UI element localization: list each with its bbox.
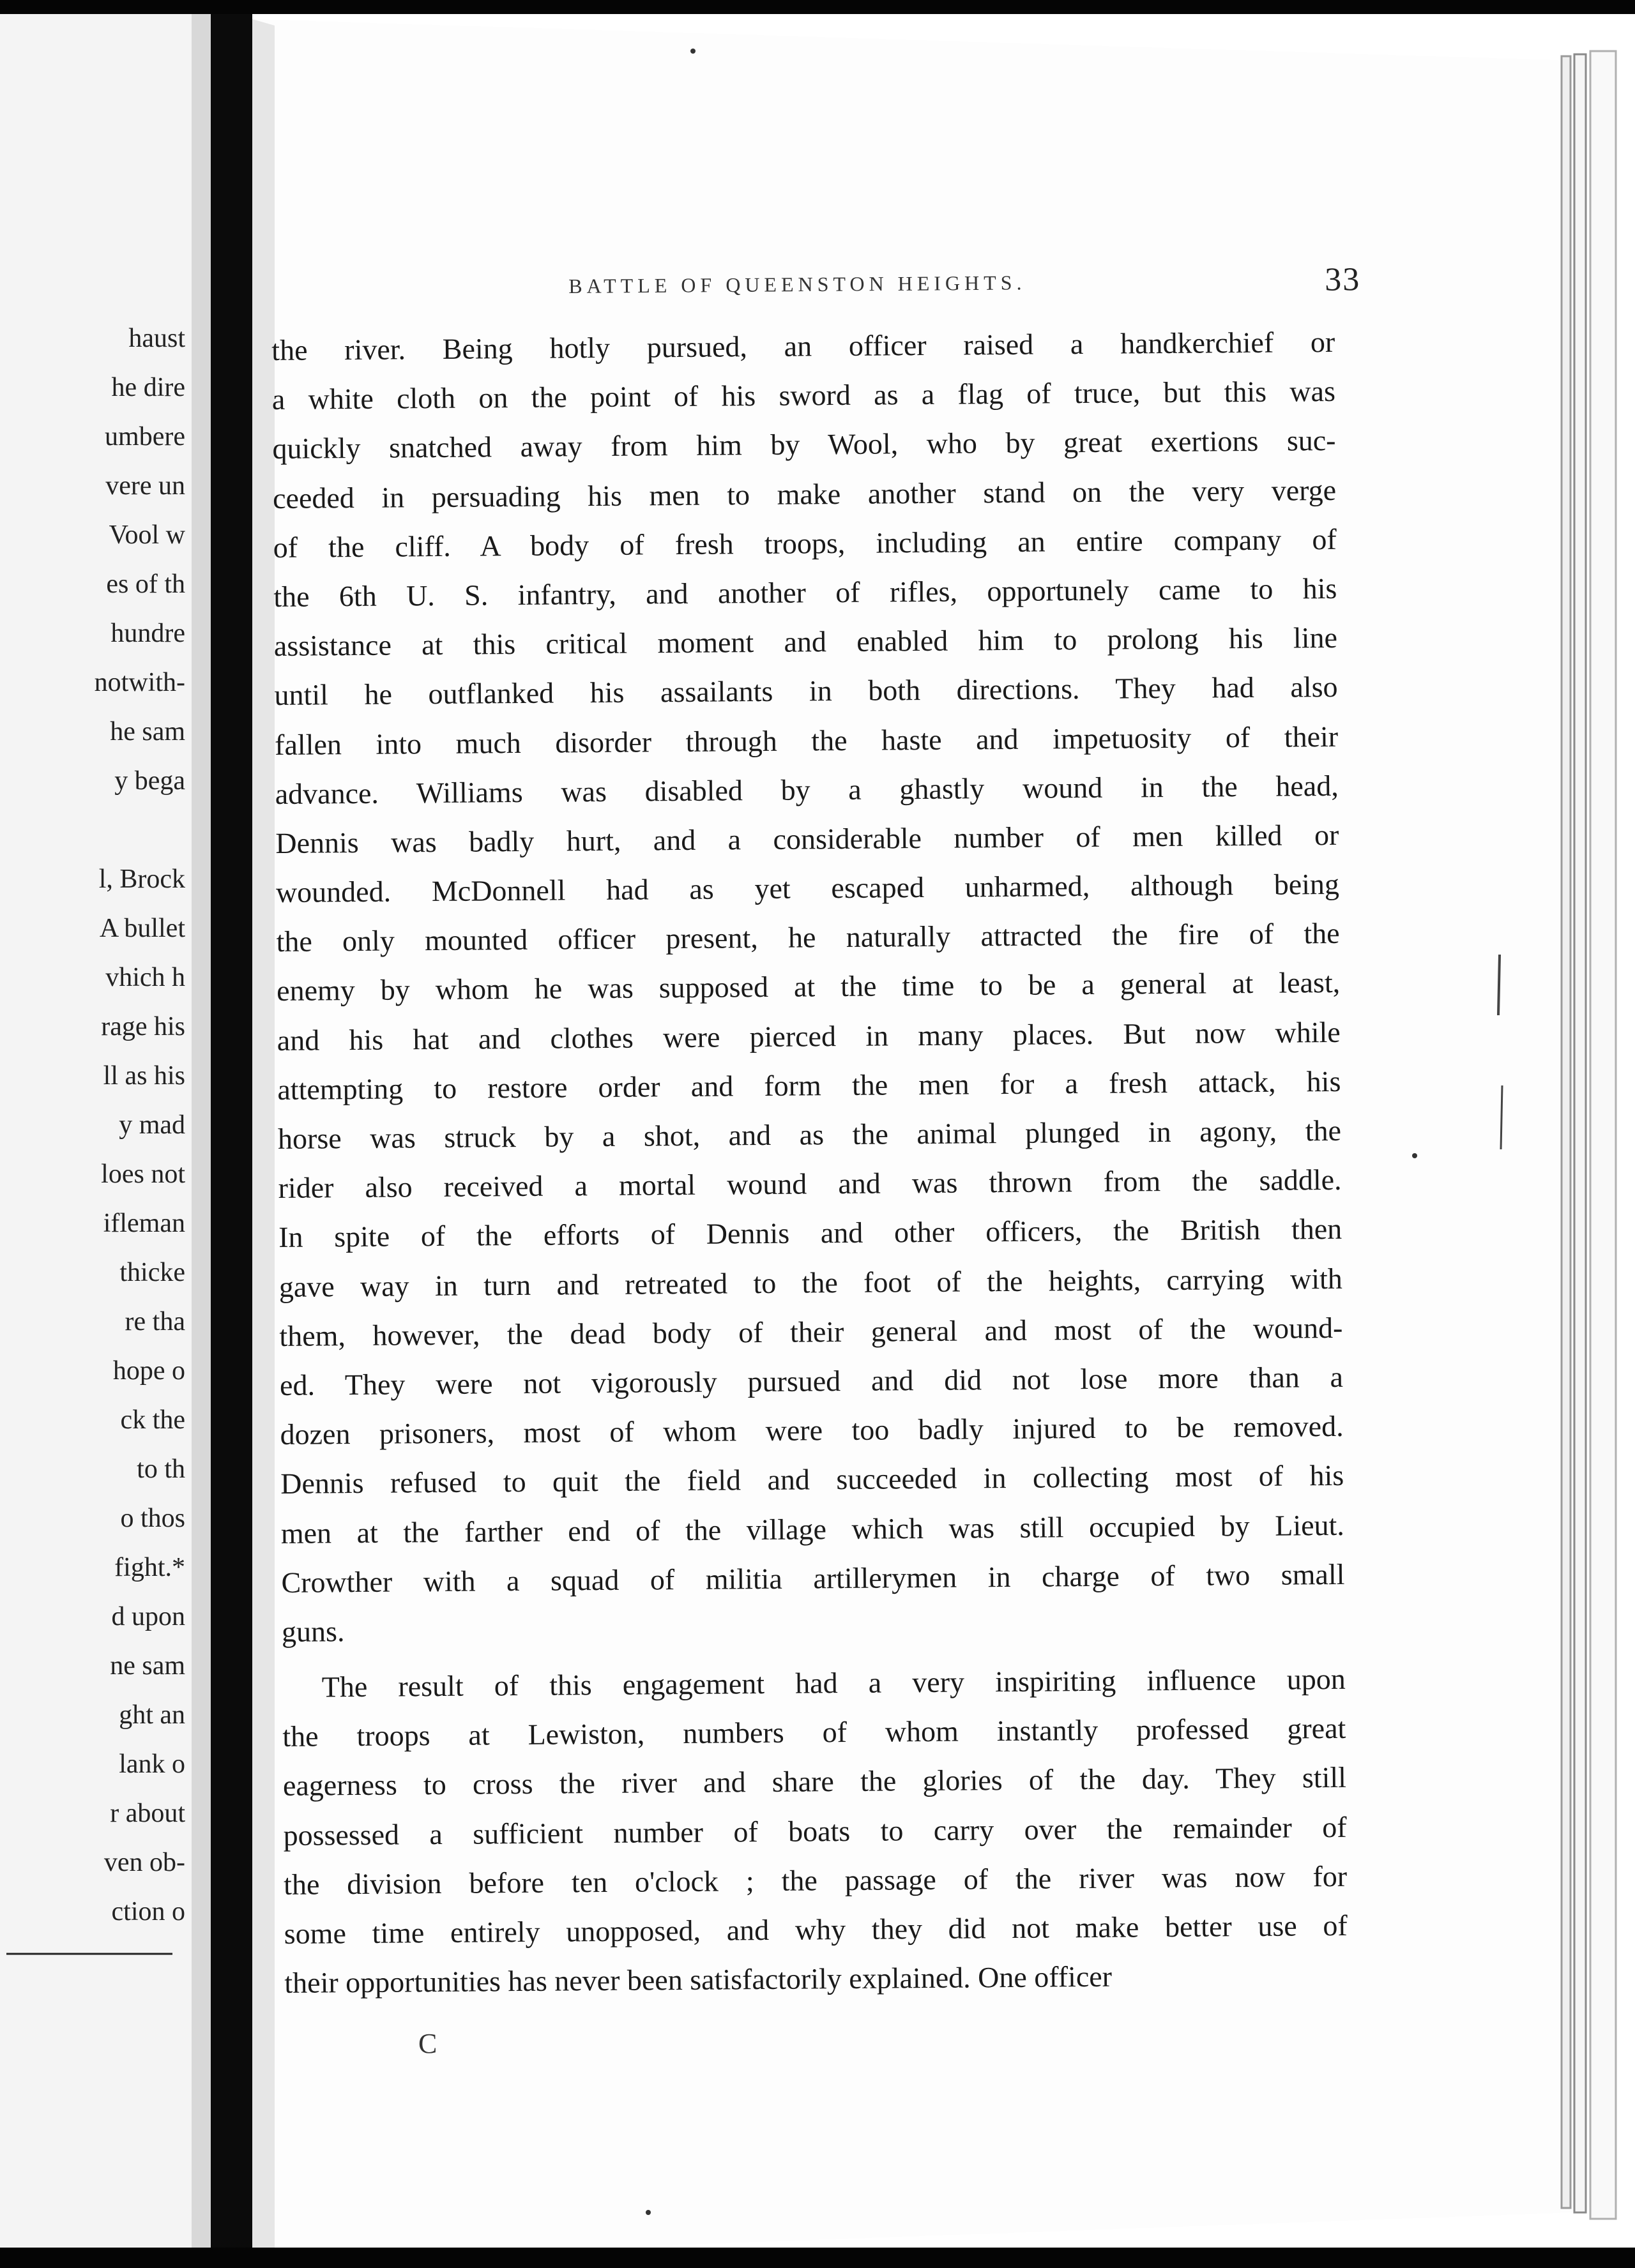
left-page-line: lank o [119,1750,185,1779]
left-page-line: he dire [111,373,185,402]
left-page-line: haust [128,324,185,353]
text-line: men at the farther end of the village which was still occupied by Lieut. [280,1508,1345,1550]
text-line: the 6th U. S. infantry, and another of rifles, opportunely came to his [273,571,1337,613]
text-line: guns. [281,1615,345,1648]
text-line: the division before ten o'clock ; the passage of the river was now for [283,1859,1348,1901]
text-line: Dennis refused to quit the field and succeeded in collecting most of his [280,1459,1344,1501]
left-page-line: thicke [119,1258,185,1287]
text-line: Dennis was badly hurt, and a considerable number of men killed or [275,818,1339,859]
left-page-line: hundre [110,619,185,648]
text-line: ceeded in persuading his men to make another stand on the very verge [272,473,1337,515]
left-page-line: fight.* [114,1553,185,1582]
left-page-line: ven ob- [103,1848,185,1877]
left-page-line: ght an [119,1700,185,1730]
text-line: quickly snatched away from him by Wool, who by great exertions suc- [272,424,1336,465]
text-line: the only mounted officer present, he naturally attracted the fire of the [276,917,1340,958]
text-line: advance. Williams was disabled by a ghastly wound in the head, [275,769,1339,810]
text-line: attempting to restore order and form the men for a fresh attack, his [277,1064,1341,1106]
running-header: BATTLE OF QUEENSTON HEIGHTS. [568,271,1026,298]
text-line: dozen prisoners, most of whom were too badly injured to be removed. [280,1409,1344,1451]
page-stack-mark [1501,1085,1502,1149]
text-line: a white cloth on the point of his sword as a flag of truce, but this was [271,375,1336,416]
text-line: the troops at Lewiston, numbers of whom instantly professed great [282,1712,1346,1753]
signature-mark: C [418,2028,437,2059]
text-line: horse was struck by a shot, and as the animal plunged in agony, the [277,1114,1342,1155]
text-line: gave way in turn and retreated to the foot of the heights, carrying with [278,1262,1342,1303]
left-page-line: to th [137,1455,185,1484]
text-line: until he outflanked his assailants in both directions. They had also [274,670,1338,712]
left-page-line: y bega [114,766,185,796]
left-page-line: o thos [120,1504,185,1533]
scan-speck [646,2210,651,2215]
page-stack-1 [1562,56,1570,2208]
text-line: In spite of the efforts of Dennis and other officers, the British then [278,1213,1342,1254]
left-page-line: he sam [110,717,185,746]
left-page-line: notwith- [94,668,185,697]
left-page-line: rage his [101,1012,185,1041]
left-page-line: A bullet [99,914,185,943]
left-page-line: r about [110,1799,185,1828]
text-line: The result of this engagement had a very inspiriting influence upon [321,1662,1346,1704]
page-stack-3 [1590,51,1616,2219]
text-line: fallen into much disorder through the haste and impetuosity of their [274,720,1339,761]
left-page-line: ction o [111,1897,185,1926]
text-line: some time entirely unopposed, and why they did not make better use of [284,1909,1348,1950]
left-page-line: ifleman [103,1209,185,1238]
text-line: eagerness to cross the river and share the glories of the day. They still [282,1761,1347,1803]
text-line: rider also received a mortal wound and was thrown from the saddle. [278,1163,1342,1205]
page-stack-2 [1574,54,1586,2212]
left-page-fragments [0,319,185,1979]
text-line: assistance at this critical moment and enabled him to prolong his line [273,621,1338,663]
text-line: enemy by whom he was supposed at the time to be a general at least, [276,966,1341,1008]
scan-speck [690,49,696,54]
top-edge [0,0,1635,14]
text-line: them, however, the dead body of their general and most of the wound- [279,1311,1343,1352]
text-line: ed. They were not vigorously pursued and did not lose more than a [279,1360,1344,1402]
left-page-line: loes not [101,1160,185,1189]
page-number: 33 [1324,261,1361,298]
left-page-line: Vool w [109,520,185,550]
page-header [568,261,1380,305]
left-page-line: y mad [119,1110,185,1140]
body-text [271,317,1348,2007]
text-line: and his hat and clothes were pierced in many places. But now while [277,1015,1341,1057]
left-page-line: hope o [112,1356,185,1386]
text-line: wounded. McDonnell had as yet escaped unharmed, although being [275,867,1340,909]
left-page-line: umbere [105,422,185,451]
text-line: Crowther with a squad of militia artillerymen in charge of two small [281,1557,1345,1599]
left-page-line: re tha [125,1307,185,1336]
left-page-line: ll as his [103,1061,185,1091]
bottom-edge [0,2248,1635,2268]
text-line: of the cliff. A body of fresh troops, including an entire company of [273,522,1337,564]
left-page-line: ne sam [110,1651,185,1681]
text-line: their opportunities has never been satisfactorily explained. One officer [284,1960,1113,2000]
text-line: the river. Being hotly pursued, an officer raised a handkerchief or [271,325,1335,367]
left-page-line: es of th [106,570,185,599]
text-line: possessed a sufficient number of boats to carry over the remainder of [283,1810,1347,1852]
left-page-edge-shadow [192,0,211,2268]
gutter [211,0,252,2268]
left-page-line: vere un [105,471,185,501]
left-page-line: d upon [111,1602,185,1631]
left-page-line: vhich h [105,963,185,992]
left-page-line: l, Brock [98,865,185,894]
scan-speck [1412,1153,1417,1158]
left-page-line: ck the [120,1405,185,1435]
page-stack-mark [1498,955,1500,1015]
